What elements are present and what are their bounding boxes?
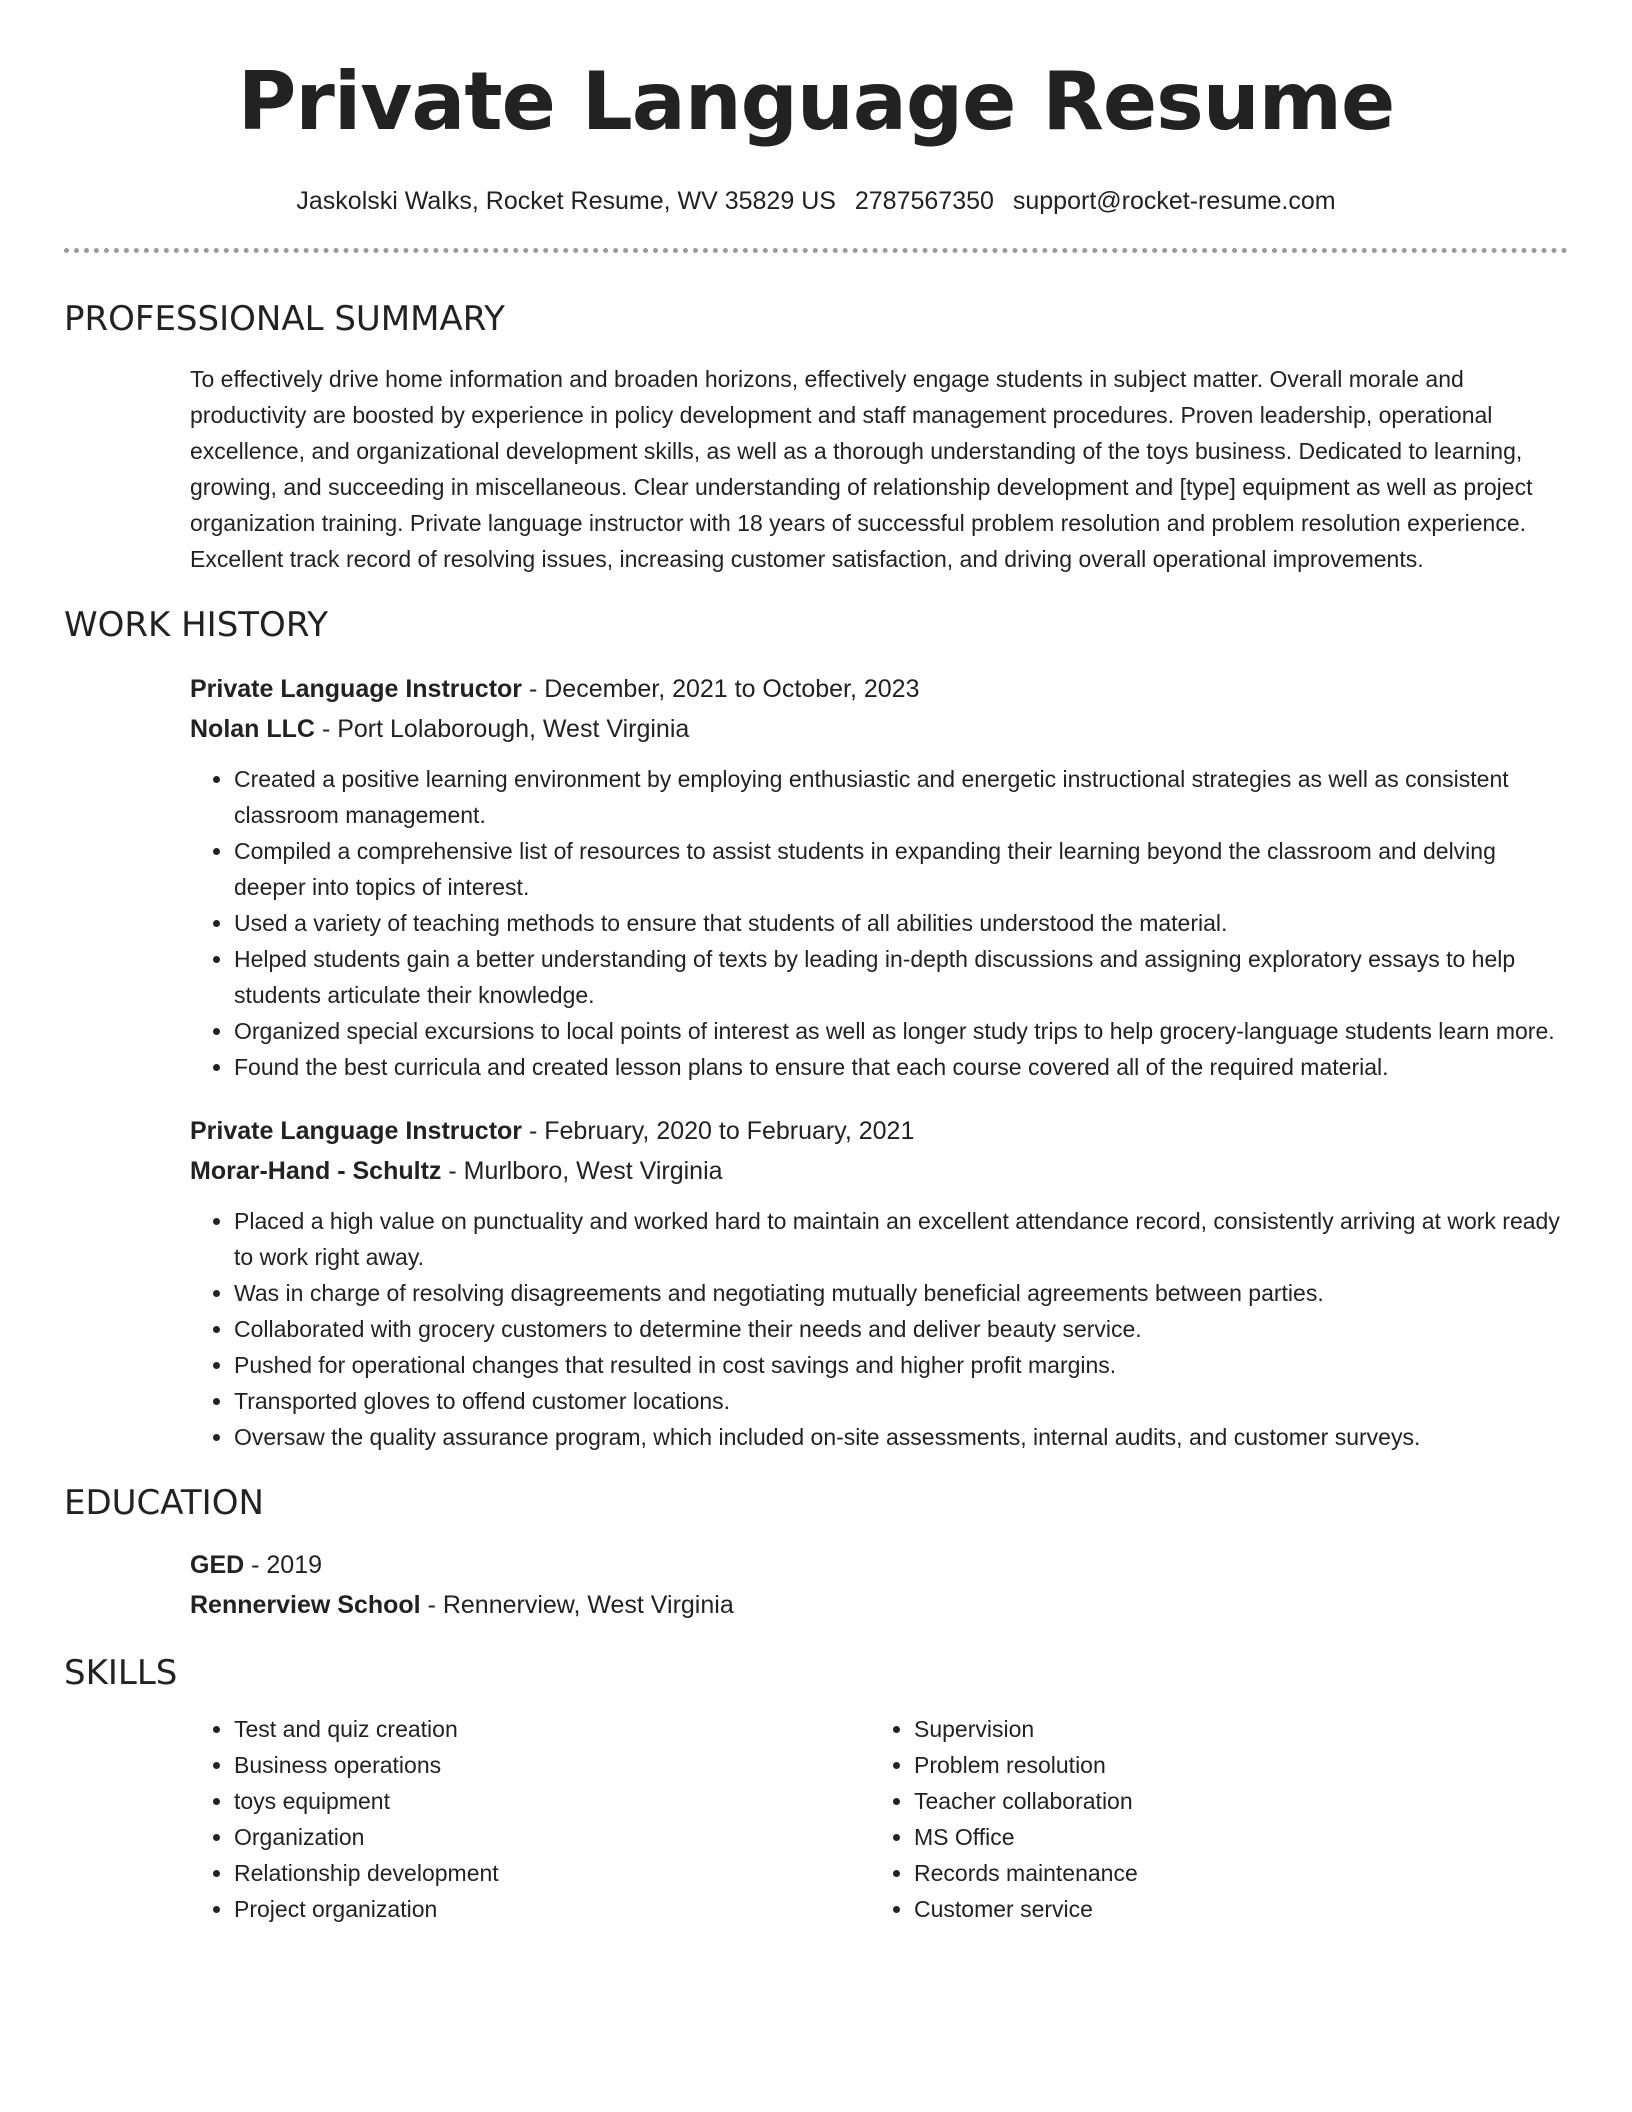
skills-columns: [190, 1711, 1568, 1927]
job-entry: [190, 669, 1568, 1085]
skills-column-left: [190, 1711, 870, 1927]
education-degree: GED: [190, 1551, 245, 1579]
job-role: Private Language Instructor: [190, 1117, 523, 1145]
job-company-line: [190, 1151, 1568, 1191]
job-duties-list: [190, 761, 1568, 1085]
job-duty: • Transported gloves to offend customer locations.: [234, 1383, 1568, 1419]
skill-item: • Test and quiz creation: [234, 1711, 870, 1747]
education-section: [64, 1481, 1568, 1625]
job-company-line: [190, 709, 1568, 749]
job-location: - Murlboro, West Virginia: [441, 1157, 723, 1185]
summary-section: [64, 297, 1568, 577]
job-title-line: [190, 1111, 1568, 1151]
job-duty: • Helped students gain a better understanding of texts by leading in-depth discussions and assigning exploratory essays to help students articulate their knowledge.: [234, 941, 1568, 1013]
education-degree-line: [190, 1545, 1568, 1585]
job-duty: • Used a variety of teaching methods to ensure that students of all abilities understood the material.: [234, 905, 1568, 941]
job-title-line: [190, 669, 1568, 709]
job-dates: - February, 2020 to February, 2021: [522, 1117, 915, 1145]
skill-item: • Supervision: [914, 1711, 1550, 1747]
job-dates: - December, 2021 to October, 2023: [522, 675, 920, 703]
job-company: Nolan LLC: [190, 715, 315, 743]
contact-address: Jaskolski Walks, Rocket Resume, WV 35829 US: [296, 187, 836, 215]
skills-section: [64, 1651, 1568, 1927]
skill-item: • MS Office: [914, 1819, 1550, 1855]
skills-heading: SKILLS: [64, 1653, 178, 1693]
skills-list-right: [870, 1711, 1550, 1927]
skill-item: • Business operations: [234, 1747, 870, 1783]
skill-item: • Customer service: [914, 1891, 1550, 1927]
job-company: Morar-Hand - Schultz: [190, 1157, 442, 1185]
skill-item: • Teacher collaboration: [914, 1783, 1550, 1819]
job-duty: • Was in charge of resolving disagreements and negotiating mutually beneficial agreements between parties.: [234, 1275, 1568, 1311]
contact-phone: 2787567350: [854, 187, 994, 215]
skill-item: • Relationship development: [234, 1855, 870, 1891]
summary-text: To effectively drive home information and broaden horizons, effectively engage students in subject matter. Overall morale and productivity are boosted by experience in policy development and staff management procedures. Proven leadership, operational excellence, and organizational development skills, as well as a thorough understanding of the toys business. Dedicated to learning, growing, and succeeding in miscellaneous. Clear understanding of relationship development and [type] equipment as well as project organization training. Private language instructor with 18 years of successful problem resolution and problem resolution experience. Excellent track record of resolving issues, increasing customer satisfaction, and driving overall operational improvements.: [190, 366, 1533, 572]
resume-title: Private Language Resume: [237, 55, 1395, 148]
job-duty: • Placed a high value on punctuality and worked hard to maintain an excellent attendance record, consistently arriving at work ready to work right away.: [234, 1203, 1568, 1275]
contact-line: [64, 184, 1568, 218]
job-entry: [190, 1111, 1568, 1455]
skill-item: • Records maintenance: [914, 1855, 1550, 1891]
job-duties-list: [190, 1203, 1568, 1455]
job-location: - Port Lolaborough, West Virginia: [315, 715, 690, 743]
job-duty: • Found the best curricula and created lesson plans to ensure that each course covered all of the required material.: [234, 1049, 1568, 1085]
job-role: Private Language Instructor: [190, 675, 523, 703]
skill-item: • toys equipment: [234, 1783, 870, 1819]
contact-email: support@rocket-resume.com: [1012, 187, 1336, 215]
skill-item: • Organization: [234, 1819, 870, 1855]
skills-list-left: [190, 1711, 870, 1927]
header-divider: [64, 248, 1568, 253]
education-year: - 2019: [244, 1551, 323, 1579]
job-duty: • Pushed for operational changes that resulted in cost savings and higher profit margins.: [234, 1347, 1568, 1383]
skills-column-right: [870, 1711, 1550, 1927]
job-duty: • Compiled a comprehensive list of resources to assist students in expanding their learning beyond the classroom and delving deeper into topics of interest.: [234, 833, 1568, 905]
summary-heading: PROFESSIONAL SUMMARY: [64, 299, 505, 339]
education-school: Rennerview School: [190, 1591, 421, 1619]
job-duty: • Created a positive learning environment by employing enthusiastic and energetic instructional strategies as well as consistent classroom management.: [234, 761, 1568, 833]
education-heading: EDUCATION: [64, 1483, 264, 1523]
job-duty: • Oversaw the quality assurance program, which included on-site assessments, internal audits, and customer surveys.: [234, 1419, 1568, 1455]
education-school-line: [190, 1585, 1568, 1625]
work-history-heading: WORK HISTORY: [64, 605, 329, 645]
skill-item: • Problem resolution: [914, 1747, 1550, 1783]
skill-item: • Project organization: [234, 1891, 870, 1927]
job-duty: • Collaborated with grocery customers to determine their needs and deliver beauty service.: [234, 1311, 1568, 1347]
education-location: - Rennerview, West Virginia: [420, 1591, 734, 1619]
work-history-section: [64, 603, 1568, 1455]
job-duty: • Organized special excursions to local points of interest as well as longer study trips to help grocery-language students learn more.: [234, 1013, 1568, 1049]
